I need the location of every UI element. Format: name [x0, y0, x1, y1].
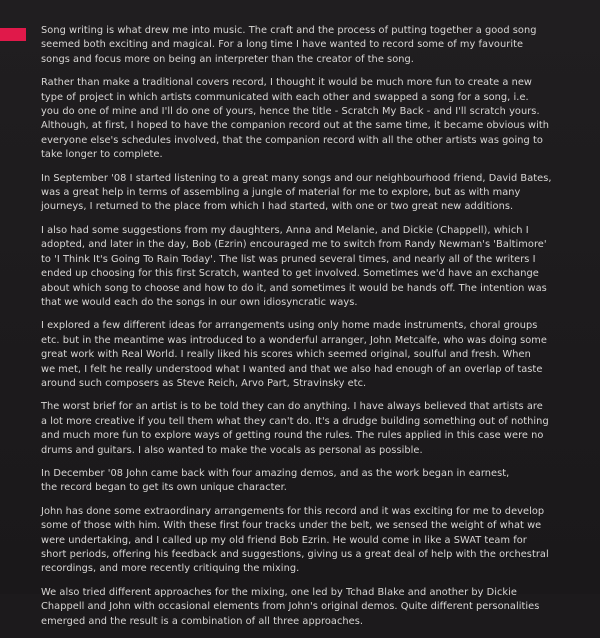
paragraph-2: Rather than make a traditional covers record, I thought it would be much more fun to create a new type of project in which artists communicated with each other and swapped a song for a song, i.e. you do one of mine and I'll do one of yours, hence the title - Scratch My Back - and I'll scratch yours. Although, at first, I hoped to have the companion record out at the same time, it became obvious with everyone else's schedules involved, that the companion record with all the other artists was going to take longer to complete.	[41, 77, 549, 161]
paragraph-5: I explored a few different ideas for arrangements using only home made instruments, choral groups etc. but in the meantime was introduced to a wonderful arranger, John Metcalfe, who was doing some great work with Real World. I really liked his scores which seemed original, soulful and fresh. When we met, I felt he really understood what I wanted and that we also had enough of an overlap of taste around such composers as Steve Reich, Arvo Part, Stravinsky etc.	[41, 320, 547, 389]
paragraph-9: We also tried different approaches for the mixing, one led by Tchad Blake and another by Dickie Chappell and John with occasional elements from John's original demos. Quite different personalities emerged and the result is a combination of all three approaches.	[41, 586, 540, 627]
paragraph-3: In September '08 I started listening to a great many songs and our neighbourhood friend, David Bates, was a great help in terms of assembling a jungle of material for me to explore, but as with many journeys, I returned to the place from which I had started, with one or two great new additions.	[41, 172, 552, 213]
liner-notes-text	[41, 24, 589, 638]
paragraph-4: I also had some suggestions from my daughters, Anna and Melanie, and Dickie (Chappell), which I adopted, and later in the day, Bob (Ezrin) encouraged me to switch from Randy Newman's 'Baltimore' to 'I Think It's Going To Rain Today'. The list was pruned several times, and nearly all of the writers I ended up choosing for this first Scratch, wanted to get involved. Sometimes we'd have an exchange about which song to choose and how to do it, and sometimes it would be hands off. The intention was that we would each do the songs in our own idiosyncratic ways.	[41, 224, 547, 308]
accent-bar	[0, 28, 26, 41]
paragraph-7: In December '08 John came back with four amazing demos, and as the work began in earnest, the record began to get its own unique character.	[41, 467, 510, 494]
paragraph-6: The worst brief for an artist is to be told they can do anything. I have always believed that artists are a lot more creative if you tell them what they can't do. It's a drudge building something out of nothing and much more fun to explore ways of getting round the rules. The rules applied in this case were no drums and guitars. I also wanted to make the vocals as personal as possible.	[41, 401, 549, 456]
paragraph-1: Song writing is what drew me into music. The craft and the process of putting together a good song seemed both exciting and magical. For a long time I have wanted to record some of my favourite songs and focus more on being an interpreter than the creator of the song.	[41, 25, 537, 65]
paragraph-8: John has done some extraordinary arrangements for this record and it was exciting for me to develop some of those with him. With these first four tracks under the belt, we sensed the weight of what we were undertaking, and I called up my old friend Bob Ezrin. He would come in like a SWAT team for short periods, offering his feedback and suggestions, giving us a great deal of help with the orchestral recordings, and more recently critiquing the mixing.	[41, 505, 549, 575]
